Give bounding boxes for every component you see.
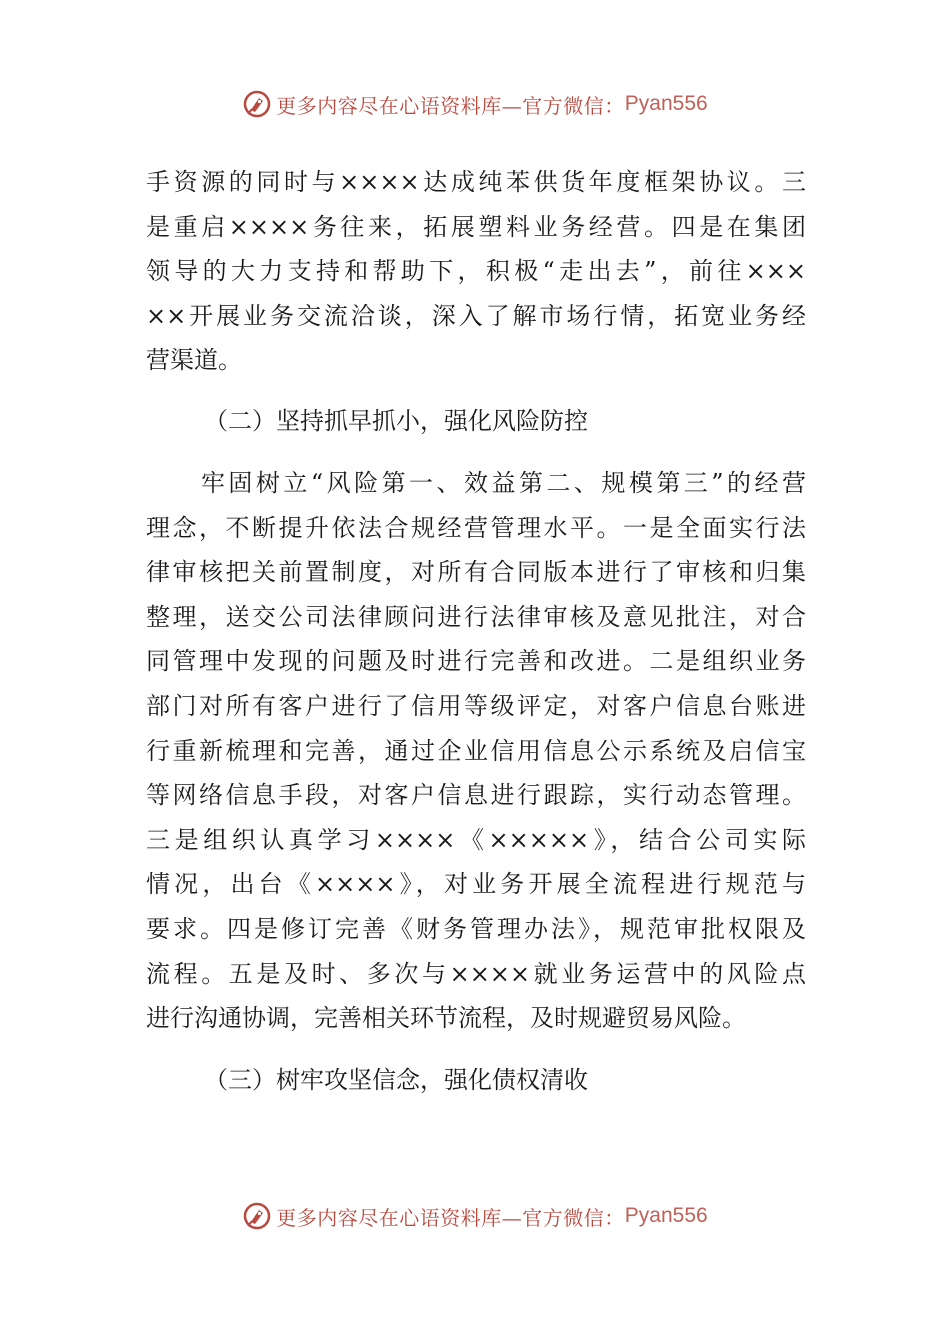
paragraph-line: 整理，送交公司法律顾问进行法律审核及意见批注，对合 (146, 602, 806, 631)
paragraph-1 (146, 160, 806, 383)
paragraph-line: 同管理中发现的问题及时进行完善和改进。二是组织业务 (146, 647, 806, 676)
paragraph-line: 是重启××××务往来，拓展塑料业务经营。四是在集团 (146, 212, 806, 241)
paragraph-line: 情况，出台《××××》，对业务开展全流程进行规范与 (146, 870, 806, 899)
banner-text: 更多内容尽在心语资料库—官方微信： (276, 1205, 625, 1230)
paragraph-line: 要求。四是修订完善《财务管理办法》，规范审批权限及 (146, 914, 806, 943)
footer-banner (0, 1196, 950, 1236)
header-banner (0, 84, 950, 124)
pen-nib-circle-icon (242, 89, 272, 119)
paragraph-line: 律审核把关前置制度，对所有合同版本进行了审核和归集 (146, 558, 806, 587)
paragraph-2 (146, 461, 806, 1041)
paragraph-line: 部门对所有客户进行了信用等级评定，对客户信息台账进 (146, 691, 806, 720)
paragraph-line: 三是组织认真学习××××《×××××》，结合公司实际 (146, 825, 806, 854)
paragraph-line: 进行沟通协调，完善相关环节流程，及时规避贸易风险。 (146, 1004, 746, 1033)
banner-wechat-id: Pyan556 (624, 1204, 708, 1227)
banner-wechat-id: Pyan556 (624, 92, 708, 115)
paragraph-line: 流程。五是及时、多次与××××就业务运营中的风险点 (146, 959, 806, 988)
paragraph-line: 行重新梳理和完善，通过企业信用信息公示系统及启信宝 (146, 736, 806, 765)
paragraph-line: ××开展业务交流洽谈，深入了解市场行情，拓宽业务经 (146, 301, 806, 330)
paragraph-line: 营渠道。 (146, 346, 242, 375)
section-heading-3: （三）树牢攻坚信念，强化债权清收 (204, 1066, 588, 1094)
paragraph-line: 牢固树立“风险第一、效益第二、规模第三”的经营 (146, 469, 806, 497)
banner-text: 更多内容尽在心语资料库—官方微信： (276, 93, 625, 118)
paragraph-line: 理念，不断提升依法合规经营管理水平。一是全面实行法 (146, 513, 806, 542)
paragraph-line: 领导的大力支持和帮助下，积极“走出去”，前往××× (146, 257, 806, 286)
section-heading-2: （二）坚持抓早抓小，强化风险防控 (204, 407, 588, 435)
paragraph-line: 等网络信息手段，对客户信息进行跟踪，实行动态管理。 (146, 781, 806, 810)
paragraph-line: 手资源的同时与××××达成纯苯供货年度框架协议。三 (146, 168, 806, 196)
pen-nib-circle-icon (242, 1201, 272, 1231)
